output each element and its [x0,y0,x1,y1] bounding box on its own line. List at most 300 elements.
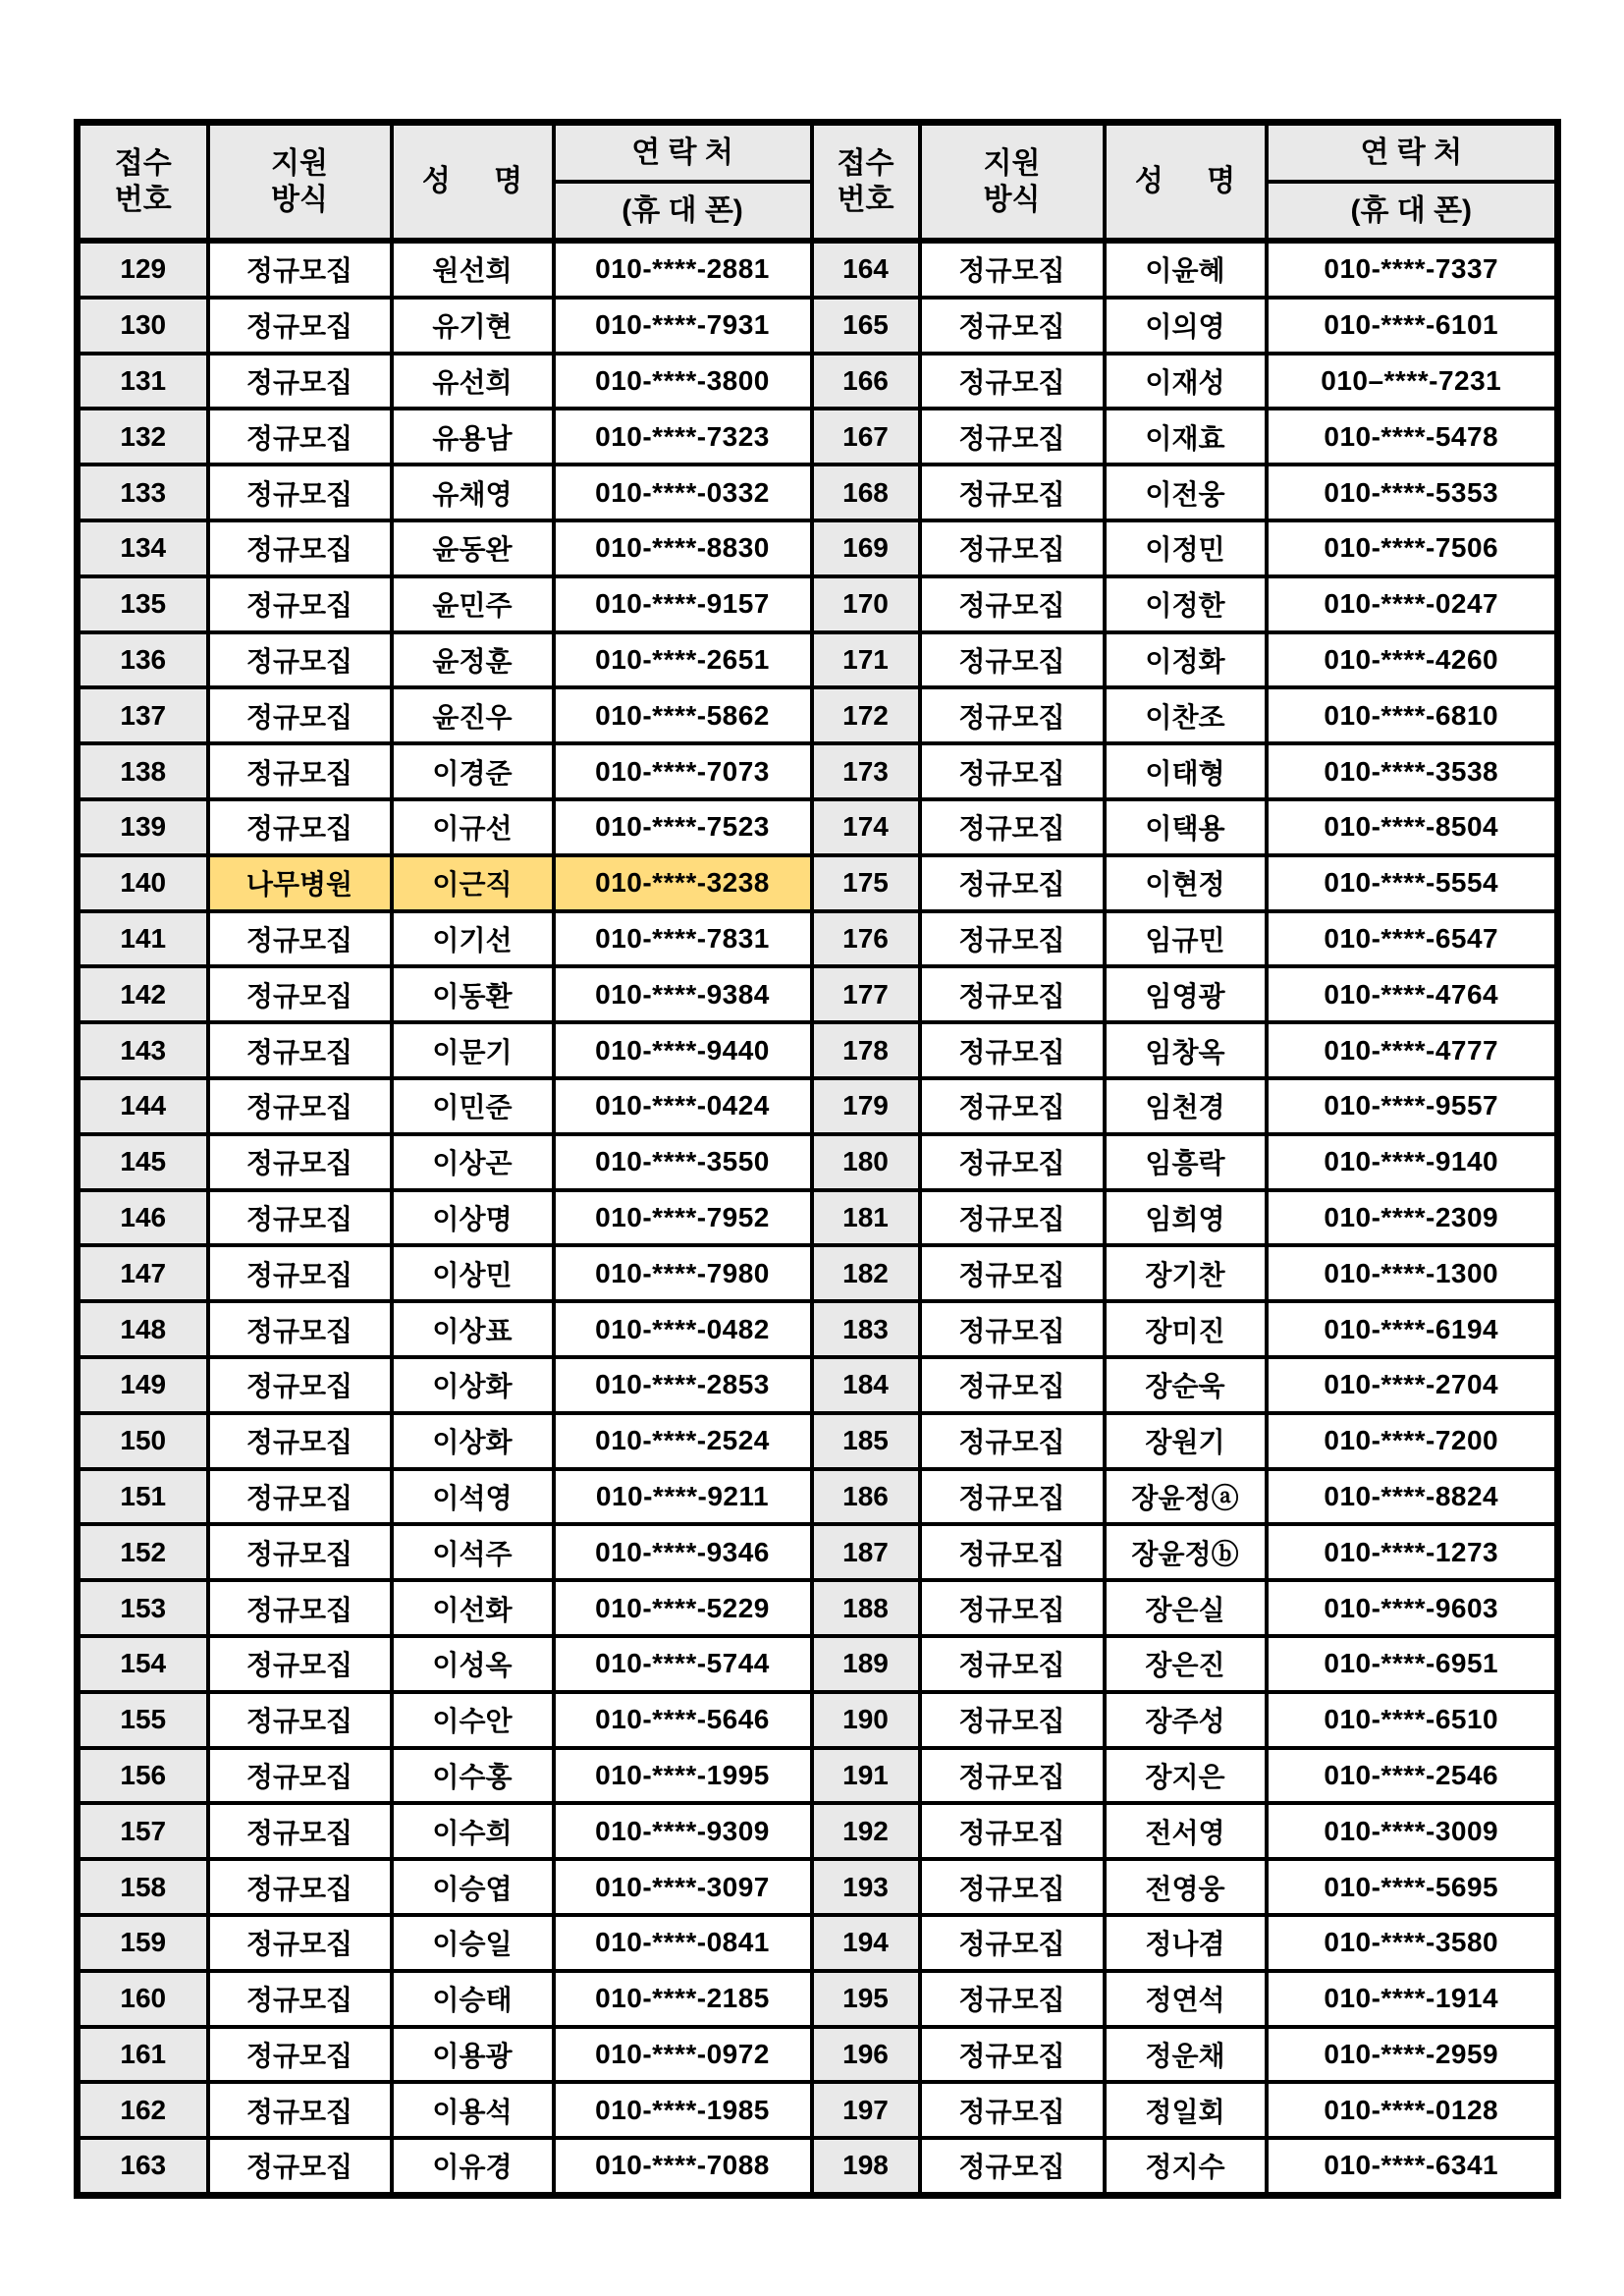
table-row [78,1134,1558,1190]
cell-right-phone: 010-****-5353 [1267,465,1558,520]
cell-right-method: 정규모집 [920,465,1105,520]
cell-right-method: 정규모집 [920,632,1105,688]
cell-left-name: 유기현 [392,298,554,354]
cell-left-method: 정규모집 [208,298,392,354]
cell-right-method: 정규모집 [920,1413,1105,1469]
cell-right-phone: 010-****-7506 [1267,520,1558,576]
cell-right-name: 장은실 [1105,1580,1267,1636]
table-row [78,298,1558,354]
cell-right-method: 정규모집 [920,2027,1105,2083]
cell-right-name: 이윤혜 [1105,241,1267,298]
cell-left-name: 이상화 [392,1357,554,1413]
cell-right-method: 정규모집 [920,354,1105,410]
cell-left-no: 160 [78,1971,208,2027]
cell-left-method: 정규모집 [208,409,392,465]
cell-right-name: 임규민 [1105,911,1267,967]
header-receipt-no-left [78,123,208,242]
table-row [78,465,1558,520]
header-text: 방식 [983,184,1041,216]
cell-left-method: 정규모집 [208,1357,392,1413]
cell-left-phone: 010-****-5862 [554,687,812,743]
table-row [78,241,1558,298]
cell-left-phone: 010-****-7980 [554,1245,812,1301]
cell-left-phone: 010-****-7931 [554,298,812,354]
cell-right-method: 정규모집 [920,1524,1105,1580]
cell-right-phone: 010-****-5554 [1267,855,1558,911]
cell-left-name: 이규선 [392,799,554,855]
cell-left-no: 158 [78,1859,208,1915]
table-row [78,1692,1558,1748]
cell-left-name: 이상곤 [392,1134,554,1190]
cell-left-method: 정규모집 [208,1301,392,1357]
cell-right-no: 184 [812,1357,920,1413]
header-text: 번호 [837,184,894,216]
cell-right-name: 이정화 [1105,632,1267,688]
cell-left-name: 윤정훈 [392,632,554,688]
cell-right-name: 이태형 [1105,743,1267,799]
cell-right-name: 장주성 [1105,1692,1267,1748]
cell-right-name: 임창옥 [1105,1022,1267,1078]
cell-left-phone: 010-****-5229 [554,1580,812,1636]
cell-right-method: 정규모집 [920,1357,1105,1413]
cell-left-method: 정규모집 [208,2027,392,2083]
cell-right-method: 정규모집 [920,1859,1105,1915]
cell-right-name: 장기찬 [1105,1245,1267,1301]
table-row [78,409,1558,465]
cell-left-name: 이용광 [392,2027,554,2083]
cell-left-no: 153 [78,1580,208,1636]
cell-left-name: 이동환 [392,966,554,1022]
cell-left-no: 140 [78,855,208,911]
cell-left-method: 정규모집 [208,911,392,967]
cell-right-name: 장원기 [1105,1413,1267,1469]
cell-right-method: 정규모집 [920,2138,1105,2195]
header-text: 성 명 [1134,165,1254,198]
cell-right-no: 195 [812,1971,920,2027]
cell-right-no: 189 [812,1636,920,1692]
table-row [78,743,1558,799]
cell-left-method: 나무병원 [208,855,392,911]
cell-right-phone: 010-****-7200 [1267,1413,1558,1469]
cell-right-no: 165 [812,298,920,354]
applicant-table [74,119,1561,2199]
table-row [78,1971,1558,2027]
cell-right-method: 정규모집 [920,1636,1105,1692]
cell-left-no: 157 [78,1803,208,1859]
cell-left-no: 134 [78,520,208,576]
cell-right-name: 정지수 [1105,2138,1267,2195]
cell-right-method: 정규모집 [920,1190,1105,1246]
cell-right-name: 이현정 [1105,855,1267,911]
cell-left-phone: 010-****-9440 [554,1022,812,1078]
cell-left-no: 142 [78,966,208,1022]
cell-left-method: 정규모집 [208,1245,392,1301]
cell-right-phone: 010-****-1273 [1267,1524,1558,1580]
cell-left-phone: 010-****-2881 [554,241,812,298]
cell-right-phone: 010-****-4260 [1267,632,1558,688]
cell-left-no: 159 [78,1915,208,1971]
table-row [78,1636,1558,1692]
cell-right-no: 178 [812,1022,920,1078]
cell-right-phone: 010-****-6194 [1267,1301,1558,1357]
cell-left-no: 130 [78,298,208,354]
cell-right-no: 174 [812,799,920,855]
cell-right-method: 정규모집 [920,687,1105,743]
cell-left-phone: 010-****-0841 [554,1915,812,1971]
table-row [78,1524,1558,1580]
cell-left-phone: 010-****-2524 [554,1413,812,1469]
cell-right-no: 164 [812,241,920,298]
table-row [78,2082,1558,2138]
cell-left-phone: 010-****-7323 [554,409,812,465]
cell-left-name: 이민준 [392,1078,554,1134]
table-row [78,576,1558,632]
header-name-right [1105,123,1267,242]
cell-right-phone: 010-****-2704 [1267,1357,1558,1413]
cell-right-name: 임영광 [1105,966,1267,1022]
cell-left-name: 이수희 [392,1803,554,1859]
cell-left-no: 149 [78,1357,208,1413]
cell-left-no: 139 [78,799,208,855]
cell-right-method: 정규모집 [920,743,1105,799]
table-row [78,911,1558,967]
cell-left-no: 132 [78,409,208,465]
cell-left-name: 이선화 [392,1580,554,1636]
cell-right-method: 정규모집 [920,2082,1105,2138]
cell-left-name: 이상화 [392,1413,554,1469]
cell-right-phone: 010-****-6951 [1267,1636,1558,1692]
cell-left-name: 이석주 [392,1524,554,1580]
cell-left-phone: 010-****-3800 [554,354,812,410]
cell-right-method: 정규모집 [920,1748,1105,1804]
cell-right-name: 임희영 [1105,1190,1267,1246]
cell-right-phone: 010-****-6101 [1267,298,1558,354]
cell-right-method: 정규모집 [920,1245,1105,1301]
cell-left-phone: 010-****-2185 [554,1971,812,2027]
cell-left-method: 정규모집 [208,1636,392,1692]
cell-right-name: 임흥락 [1105,1134,1267,1190]
table-row [78,1580,1558,1636]
cell-left-phone: 010-****-5744 [554,1636,812,1692]
cell-left-name: 이상표 [392,1301,554,1357]
cell-left-no: 137 [78,687,208,743]
cell-left-name: 이유경 [392,2138,554,2195]
cell-left-method: 정규모집 [208,743,392,799]
cell-right-phone: 010-****-3580 [1267,1915,1558,1971]
cell-right-phone: 010-****-5478 [1267,409,1558,465]
cell-right-no: 192 [812,1803,920,1859]
header-text: 접수 [837,146,894,180]
cell-right-no: 194 [812,1915,920,1971]
table-row [78,1301,1558,1357]
cell-left-phone: 010-****-9211 [554,1469,812,1525]
cell-left-name: 이수홍 [392,1748,554,1804]
cell-right-name: 이찬조 [1105,687,1267,743]
cell-left-no: 162 [78,2082,208,2138]
table-row [78,855,1558,911]
cell-right-no: 166 [812,354,920,410]
cell-right-name: 장지은 [1105,1748,1267,1804]
cell-right-no: 183 [812,1301,920,1357]
cell-right-no: 168 [812,465,920,520]
cell-left-no: 129 [78,241,208,298]
cell-right-no: 181 [812,1190,920,1246]
table-row [78,2138,1558,2195]
cell-right-method: 정규모집 [920,1301,1105,1357]
cell-left-phone: 010-****-1995 [554,1748,812,1804]
cell-right-method: 정규모집 [920,855,1105,911]
table-row [78,1915,1558,1971]
cell-left-name: 이승태 [392,1971,554,2027]
cell-left-phone: 010-****-5646 [554,1692,812,1748]
cell-left-method: 정규모집 [208,2082,392,2138]
cell-right-phone: 010-****-0247 [1267,576,1558,632]
cell-left-phone: 010-****-7073 [554,743,812,799]
cell-left-phone: 010-****-2651 [554,632,812,688]
cell-right-method: 정규모집 [920,576,1105,632]
cell-right-name: 전서영 [1105,1803,1267,1859]
cell-right-no: 172 [812,687,920,743]
cell-right-no: 191 [812,1748,920,1804]
header-contact-left: 연 락 처 [554,123,812,183]
cell-left-no: 146 [78,1190,208,1246]
header-text: 지원 [983,146,1041,180]
cell-left-method: 정규모집 [208,632,392,688]
cell-left-method: 정규모집 [208,1580,392,1636]
cell-left-name: 원선희 [392,241,554,298]
cell-right-name: 이정한 [1105,576,1267,632]
cell-right-phone: 010-****-1300 [1267,1245,1558,1301]
cell-left-name: 유용남 [392,409,554,465]
cell-left-no: 138 [78,743,208,799]
header-method-left [208,123,392,242]
header-contact-sub-left: (휴 대 폰) [554,182,812,241]
cell-left-phone: 010-****-3550 [554,1134,812,1190]
cell-right-no: 179 [812,1078,920,1134]
cell-left-name: 이승엽 [392,1859,554,1915]
cell-right-name: 임천경 [1105,1078,1267,1134]
cell-left-phone: 010-****-0972 [554,2027,812,2083]
cell-right-phone: 010-****-9557 [1267,1078,1558,1134]
table-row [78,799,1558,855]
table-row [78,632,1558,688]
cell-right-method: 정규모집 [920,409,1105,465]
cell-right-phone: 010-****-8504 [1267,799,1558,855]
cell-right-method: 정규모집 [920,1580,1105,1636]
cell-right-method: 정규모집 [920,1469,1105,1525]
cell-right-method: 정규모집 [920,1692,1105,1748]
cell-right-phone: 010-****-1914 [1267,1971,1558,2027]
cell-right-name: 정운채 [1105,2027,1267,2083]
cell-right-name: 전영웅 [1105,1859,1267,1915]
cell-left-name: 이수안 [392,1692,554,1748]
cell-right-method: 정규모집 [920,1803,1105,1859]
cell-right-no: 197 [812,2082,920,2138]
cell-right-no: 198 [812,2138,920,2195]
cell-right-phone: 010-****-2959 [1267,2027,1558,2083]
cell-right-phone: 010-****-3009 [1267,1803,1558,1859]
cell-left-method: 정규모집 [208,354,392,410]
cell-left-method: 정규모집 [208,576,392,632]
cell-left-phone: 010-****-9346 [554,1524,812,1580]
cell-left-name: 유채영 [392,465,554,520]
cell-right-name: 장미진 [1105,1301,1267,1357]
header-contact-sub-right: (휴 대 폰) [1267,182,1558,241]
cell-left-phone: 010-****-7088 [554,2138,812,2195]
cell-right-method: 정규모집 [920,520,1105,576]
table-row [78,1190,1558,1246]
cell-left-phone: 010-****-7831 [554,911,812,967]
cell-right-no: 176 [812,911,920,967]
cell-left-method: 정규모집 [208,1469,392,1525]
cell-left-method: 정규모집 [208,1748,392,1804]
cell-left-no: 152 [78,1524,208,1580]
header-text: 지원 [271,146,328,180]
cell-left-name: 이상민 [392,1245,554,1301]
cell-left-phone: 010-****-2853 [554,1357,812,1413]
cell-right-no: 180 [812,1134,920,1190]
cell-right-no: 177 [812,966,920,1022]
cell-left-phone: 010-****-3238 [554,855,812,911]
cell-left-name: 이석영 [392,1469,554,1525]
cell-right-method: 정규모집 [920,966,1105,1022]
cell-right-method: 정규모집 [920,1022,1105,1078]
header-contact-right: 연 락 처 [1267,123,1558,183]
cell-right-method: 정규모집 [920,1915,1105,1971]
cell-right-no: 182 [812,1245,920,1301]
cell-right-no: 175 [812,855,920,911]
table-row [78,520,1558,576]
cell-right-phone: 010-****-2546 [1267,1748,1558,1804]
cell-right-phone: 010-****-0128 [1267,2082,1558,2138]
cell-right-method: 정규모집 [920,1078,1105,1134]
cell-right-phone: 010-****-5695 [1267,1859,1558,1915]
cell-left-no: 151 [78,1469,208,1525]
cell-left-method: 정규모집 [208,1134,392,1190]
cell-right-name: 정일회 [1105,2082,1267,2138]
header-text: 성 명 [421,165,541,198]
cell-left-method: 정규모집 [208,2138,392,2195]
cell-left-name: 이기선 [392,911,554,967]
cell-right-phone: 010-****-4764 [1267,966,1558,1022]
cell-left-no: 155 [78,1692,208,1748]
cell-right-name: 장은진 [1105,1636,1267,1692]
cell-left-name: 윤동완 [392,520,554,576]
cell-left-no: 161 [78,2027,208,2083]
cell-right-no: 187 [812,1524,920,1580]
cell-left-method: 정규모집 [208,520,392,576]
cell-right-phone: 010-****-6510 [1267,1692,1558,1748]
cell-left-phone: 010-****-3097 [554,1859,812,1915]
cell-left-name: 이용석 [392,2082,554,2138]
header-receipt-no-right [812,123,920,242]
cell-right-phone: 010-****-2309 [1267,1190,1558,1246]
cell-left-phone: 010-****-0482 [554,1301,812,1357]
cell-left-phone: 010-****-0424 [554,1078,812,1134]
cell-left-name: 윤민주 [392,576,554,632]
cell-left-method: 정규모집 [208,1692,392,1748]
cell-right-name: 이재성 [1105,354,1267,410]
cell-left-method: 정규모집 [208,1971,392,2027]
cell-right-no: 186 [812,1469,920,1525]
cell-right-name: 정연석 [1105,1971,1267,2027]
cell-right-phone: 010-****-4777 [1267,1022,1558,1078]
cell-right-method: 정규모집 [920,298,1105,354]
cell-right-phone: 010-****-9603 [1267,1580,1558,1636]
table-body [78,241,1558,2195]
cell-left-no: 163 [78,2138,208,2195]
table-row [78,1803,1558,1859]
cell-left-name: 윤진우 [392,687,554,743]
header-text: 방식 [271,184,328,216]
cell-left-no: 156 [78,1748,208,1804]
cell-left-no: 145 [78,1134,208,1190]
cell-right-no: 171 [812,632,920,688]
cell-left-no: 131 [78,354,208,410]
cell-right-no: 193 [812,1859,920,1915]
cell-right-method: 정규모집 [920,241,1105,298]
cell-left-no: 150 [78,1413,208,1469]
cell-left-method: 정규모집 [208,1803,392,1859]
cell-right-name: 장순욱 [1105,1357,1267,1413]
cell-right-name: 이정민 [1105,520,1267,576]
cell-right-method: 정규모집 [920,911,1105,967]
cell-left-no: 147 [78,1245,208,1301]
table-row [78,1078,1558,1134]
cell-right-no: 167 [812,409,920,465]
cell-left-method: 정규모집 [208,1022,392,1078]
cell-right-no: 170 [812,576,920,632]
table-row [78,687,1558,743]
cell-left-phone: 010-****-7952 [554,1190,812,1246]
cell-right-phone: 010-****-9140 [1267,1134,1558,1190]
cell-right-no: 173 [812,743,920,799]
cell-left-phone: 010-****-9384 [554,966,812,1022]
cell-right-name: 장윤정ⓑ [1105,1524,1267,1580]
cell-right-method: 정규모집 [920,1971,1105,2027]
cell-left-method: 정규모집 [208,966,392,1022]
cell-left-phone: 010-****-9157 [554,576,812,632]
table-row [78,966,1558,1022]
cell-right-no: 196 [812,2027,920,2083]
cell-left-no: 135 [78,576,208,632]
table-row [78,2027,1558,2083]
header-text: 번호 [114,184,172,216]
cell-left-method: 정규모집 [208,1859,392,1915]
cell-left-no: 133 [78,465,208,520]
table-row [78,1357,1558,1413]
cell-left-no: 154 [78,1636,208,1692]
cell-right-phone: 010-****-3538 [1267,743,1558,799]
cell-left-no: 144 [78,1078,208,1134]
cell-left-name: 이상명 [392,1190,554,1246]
cell-right-name: 장윤정ⓐ [1105,1469,1267,1525]
cell-left-name: 이근직 [392,855,554,911]
cell-right-no: 169 [812,520,920,576]
cell-right-name: 이의영 [1105,298,1267,354]
cell-right-phone: 010–****-7231 [1267,354,1558,410]
cell-left-name: 이성옥 [392,1636,554,1692]
cell-right-no: 185 [812,1413,920,1469]
cell-left-method: 정규모집 [208,799,392,855]
cell-left-no: 143 [78,1022,208,1078]
table-row [78,1022,1558,1078]
cell-right-phone: 010-****-8824 [1267,1469,1558,1525]
cell-left-name: 이경준 [392,743,554,799]
table-header [78,123,1558,242]
cell-left-method: 정규모집 [208,1190,392,1246]
cell-right-name: 이재효 [1105,409,1267,465]
